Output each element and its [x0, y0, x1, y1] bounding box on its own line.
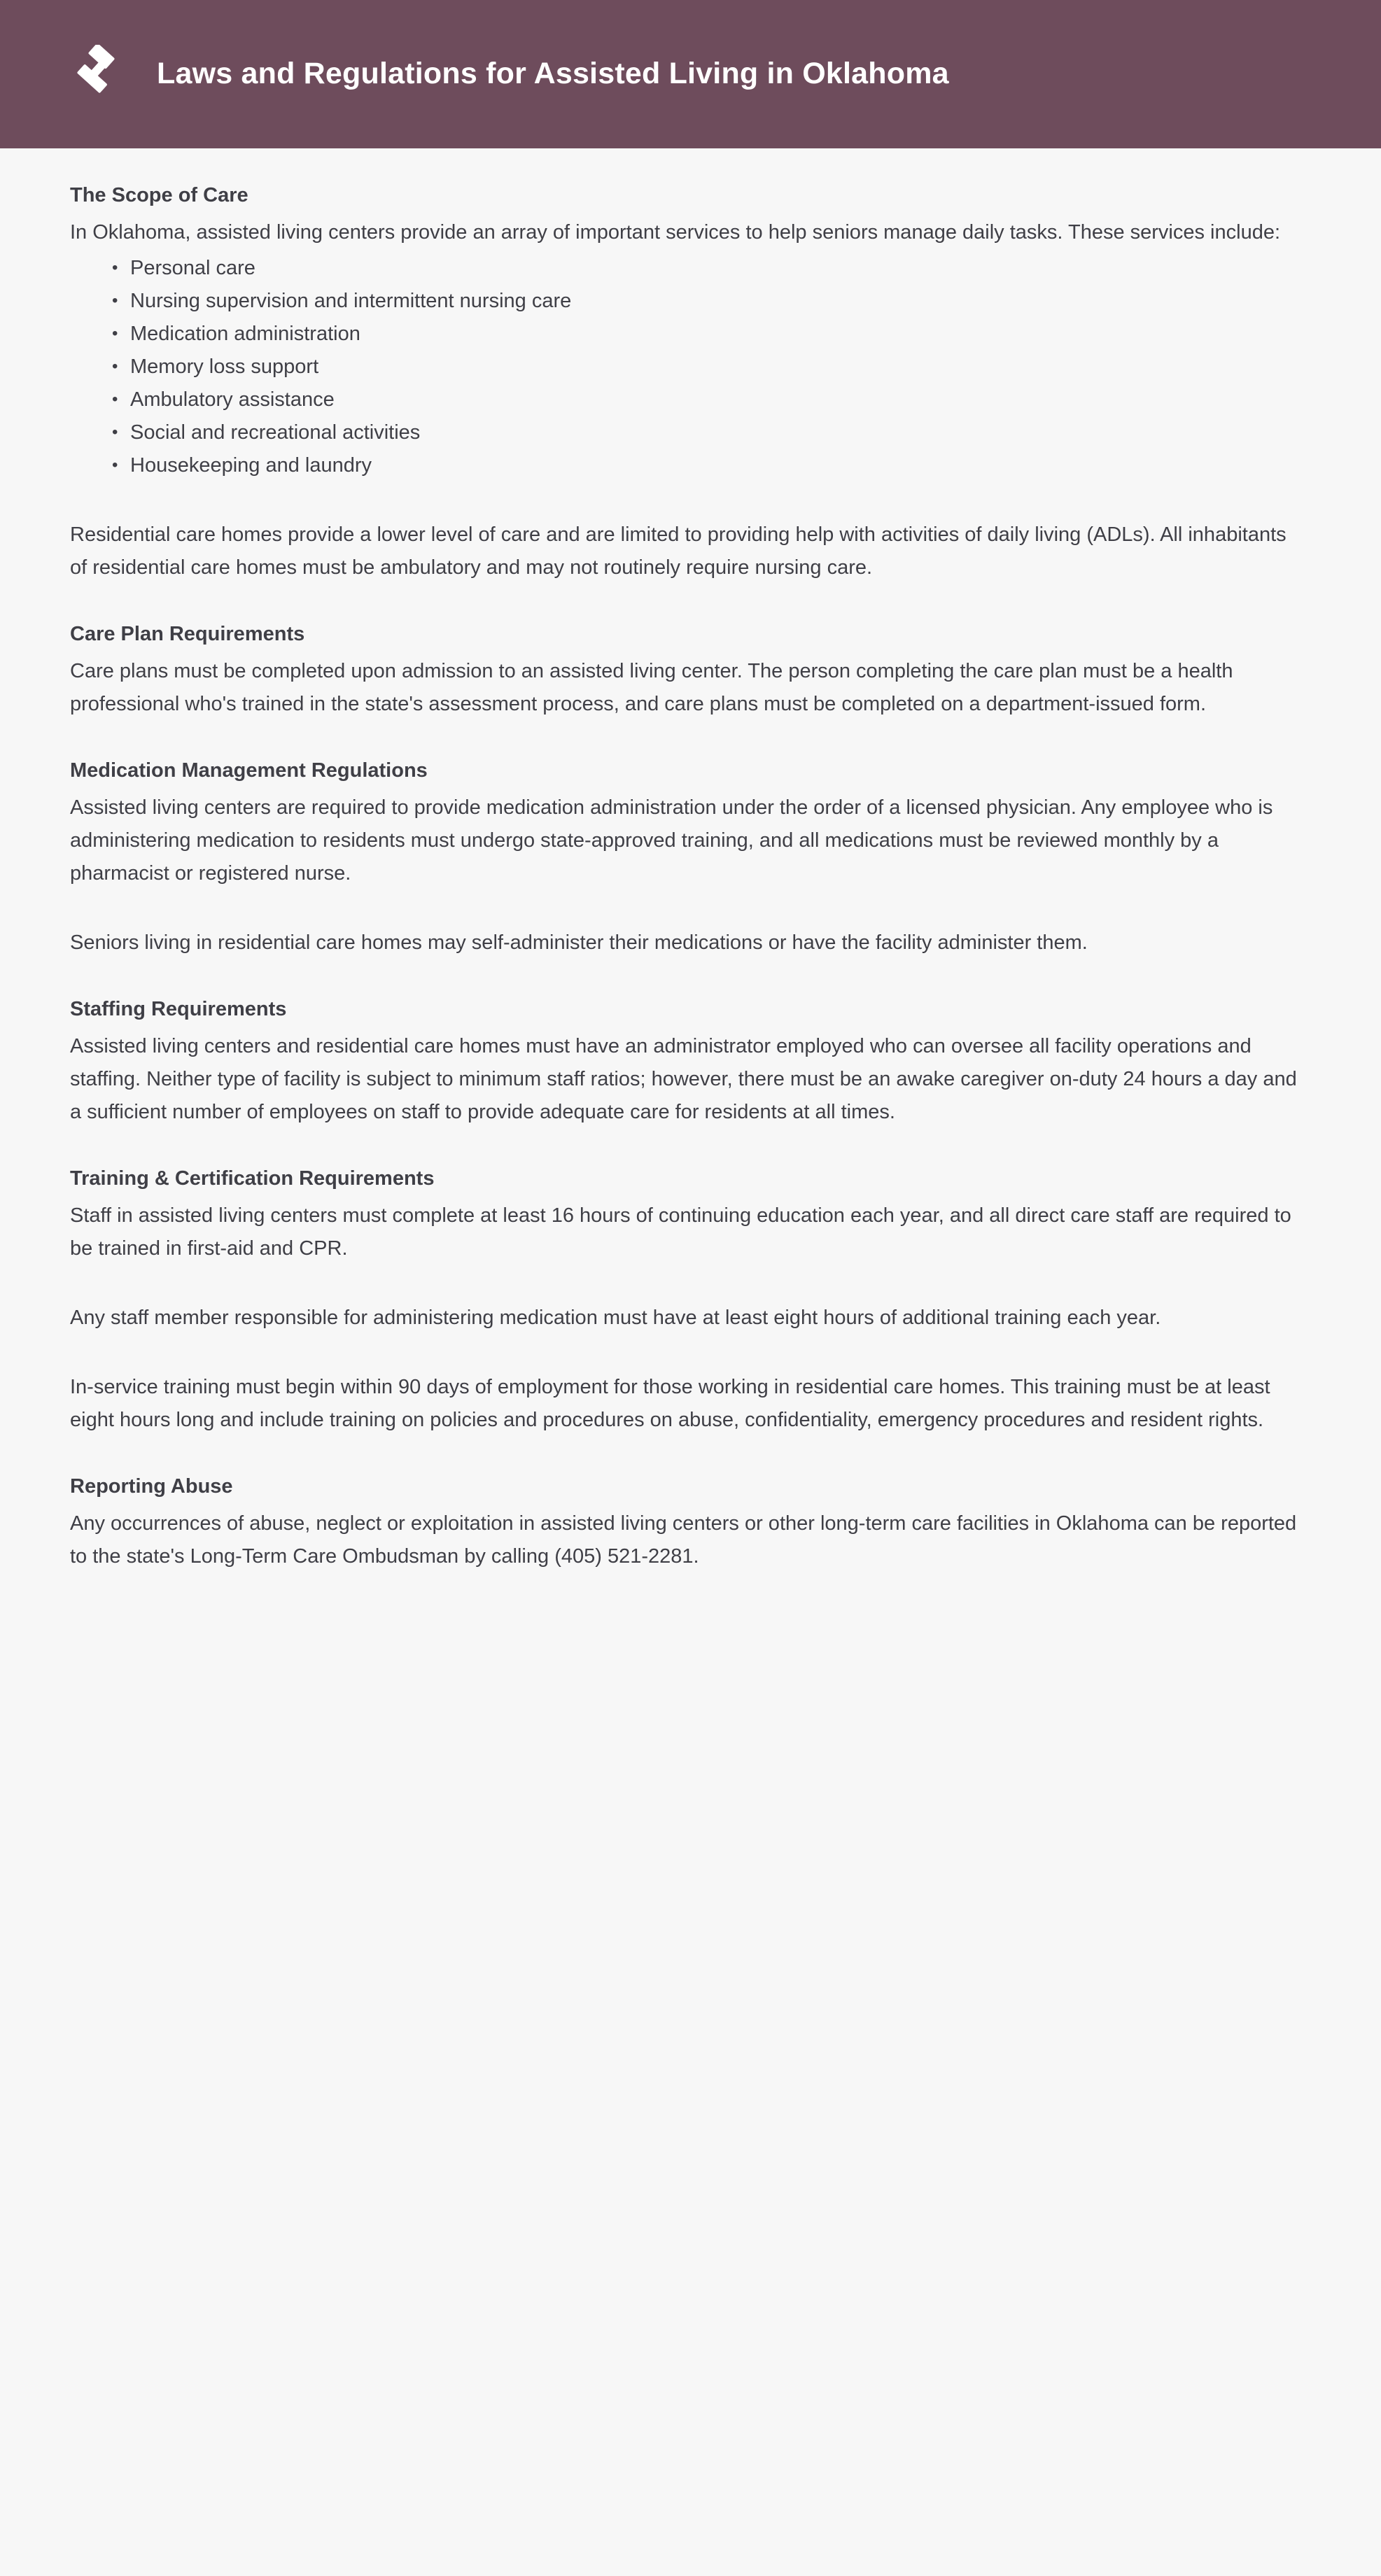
section-heading: Staffing Requirements: [70, 997, 287, 1020]
section-paragraph: Seniors living in residential care homes may self-administer their medications or have the facility administer them.: [70, 931, 1088, 954]
section-staffing-requirements: [70, 996, 1304, 1129]
spacer: [70, 482, 1304, 519]
page-header: [0, 0, 1381, 148]
section-scope-of-care: [70, 182, 1304, 584]
section-heading: Care Plan Requirements: [70, 622, 305, 645]
section-heading: Reporting Abuse: [70, 1474, 233, 1498]
spacer: [70, 890, 1304, 927]
section-paragraph: Care plans must be completed upon admission to an assisted living center. The person completing the care plan must be a health professional who's trained in the state's assessment process, and care plans must be completed on a department-issued form.: [70, 659, 1233, 715]
spacer: [70, 1129, 1304, 1165]
section-heading: Training & Certification Requirements: [70, 1167, 435, 1190]
section-heading: The Scope of Care: [70, 184, 248, 206]
gavel-icon: [69, 45, 127, 104]
list-item: • Memory loss support: [112, 351, 1304, 383]
section-heading: Medication Management Regulations: [70, 759, 428, 782]
scope-of-care-list: [70, 252, 1304, 482]
section-paragraph: Any staff member responsible for administering medication must have at least eight hours of additional training each year.: [70, 1307, 1161, 1330]
section-care-plan-requirements: [70, 621, 1304, 721]
section-paragraph: In Oklahoma, assisted living centers provide an array of important services to help seniors manage daily tasks. These services include:: [70, 221, 1281, 244]
list-item: • Personal care: [112, 252, 1304, 285]
spacer: [70, 1335, 1304, 1371]
section-paragraph: In-service training must begin within 90 days of employment for those working in residential care homes. This training must be at least eight hours long and include training on policies and procedures on abuse, confidentiality, emergency procedures and resident rights.: [70, 1376, 1270, 1431]
section-paragraph: Staff in assisted living centers must complete at least 16 hours of continuing education each year, and all direct care staff are required to be trained in first-aid and CPR.: [70, 1204, 1291, 1260]
spacer: [70, 959, 1304, 996]
spacer: [70, 1437, 1304, 1473]
section-paragraph: Assisted living centers are required to provide medication administration under the order of a licensed physician. Any employee who is administering medication to residents must undergo state-approved training, and all medications must be reviewed monthly by a pharmacist or registered nurse.: [70, 796, 1273, 885]
list-item: • Nursing supervision and intermittent nursing care: [112, 285, 1304, 318]
section-paragraph: Assisted living centers and residential care homes must have an administrator employed who can oversee all facility operations and staffing. Neither type of facility is subject to minimum staff ratios; however, there must be an awake caregiver on-duty 24 hours a day and a sufficient number of employees on staff to provide adequate care for residents at all times.: [70, 1035, 1297, 1123]
list-item: • Medication administration: [112, 318, 1304, 351]
spacer: [70, 721, 1304, 757]
section-training-certification: [70, 1165, 1304, 1437]
section-reporting-abuse: [70, 1473, 1304, 1573]
section-paragraph: Any occurrences of abuse, neglect or exploitation in assisted living centers or other long-term care facilities in Oklahoma can be reported to the state's Long-Term Care Ombudsman by calling (405) 521-2281.: [70, 1512, 1297, 1568]
spacer: [70, 584, 1304, 621]
list-item: • Housekeeping and laundry: [112, 449, 1304, 482]
list-item: • Ambulatory assistance: [112, 383, 1304, 416]
section-paragraph: Residential care homes provide a lower level of care and are limited to providing help with activities of daily living (ADLs). All inhabitants of residential care homes must be ambulatory and may not routinely require nursing care.: [70, 523, 1287, 579]
list-item: • Social and recreational activities: [112, 416, 1304, 449]
page-title: Laws and Regulations for Assisted Living in Oklahoma: [157, 57, 949, 91]
document-body: [0, 148, 1381, 2576]
spacer: [70, 1265, 1304, 1302]
section-medication-management: [70, 757, 1304, 959]
